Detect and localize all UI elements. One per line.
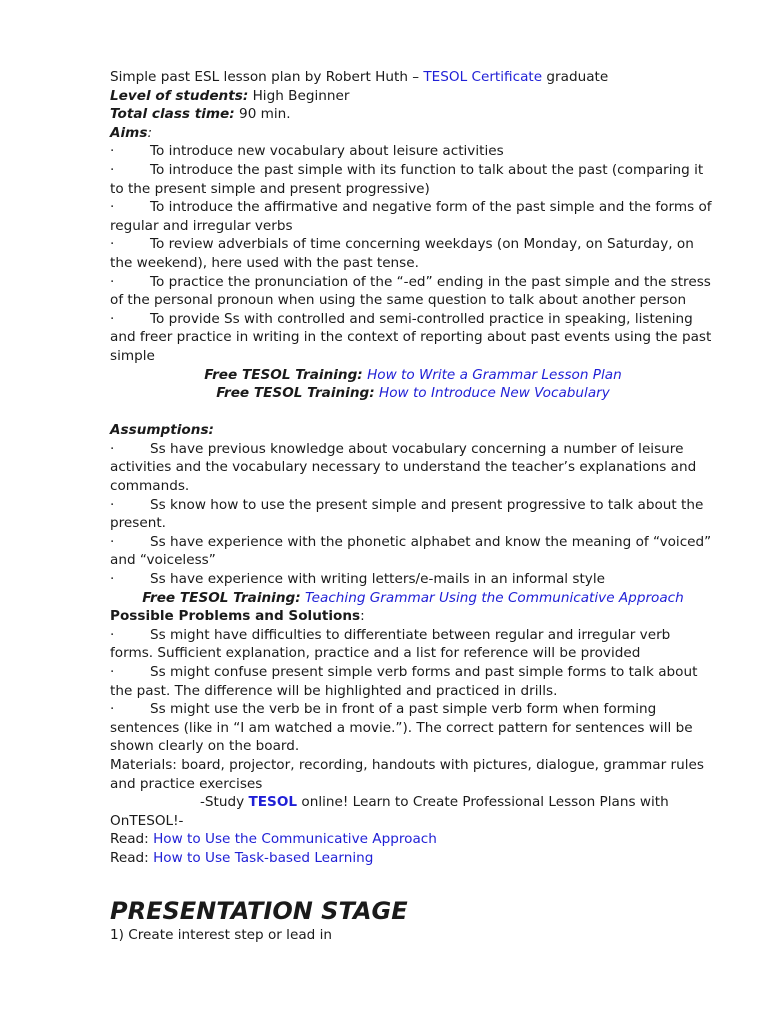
problem-text: Ss might have difficulties to differentiate between regular and irregular verb forms. Sufficient explanation, practice and a list for reference will be provided (110, 626, 671, 662)
problem-text: Ss might use the verb be in front of a past simple verb form when forming sentences (like in “I am watched a movie.”). The correct pattern for sentences will be shown clearly on the board. (110, 701, 693, 755)
aim-text: To introduce the affirmative and negative form of the past simple and the forms of regular and irregular verbs (110, 199, 712, 234)
level-label: Level of students: (110, 87, 249, 104)
communicative-grammar-link[interactable]: Teaching Grammar Using the Communicative Approach (305, 589, 684, 606)
aim-text: To review adverbials of time concerning weekdays (on Monday, on Saturday, on the weekend), here used with the past tense. (110, 236, 694, 271)
read-label: Read: (110, 831, 154, 848)
assumptions-list (110, 440, 716, 589)
read-label: Read: (110, 849, 154, 866)
grammar-lesson-plan-link[interactable]: How to Write a Grammar Lesson Plan (367, 366, 622, 383)
aim-text: To provide Ss with controlled and semi-controlled practice in speaking, listening and freer practice in writing in the context of reporting about past events using the past simple (110, 310, 712, 364)
time-line (110, 105, 716, 124)
aim-item (110, 273, 716, 310)
tesol-certificate-link[interactable]: TESOL Certificate (423, 69, 543, 85)
bullet-icon: · (110, 701, 115, 718)
time-label: Total class time: (110, 106, 235, 123)
bullet-icon: · (110, 440, 115, 457)
promo-suffix: online! Learn to Create Professional Lesson Plans with OnTESOL!- (110, 794, 669, 829)
problems-heading (110, 607, 716, 626)
read-line-1 (110, 830, 716, 849)
problem-item (110, 663, 716, 700)
bullet-icon: · (110, 310, 115, 327)
bullet-icon: · (110, 496, 115, 513)
bullet-icon: · (110, 143, 115, 160)
training-line-1 (110, 366, 716, 385)
training-line-3 (110, 589, 716, 608)
training-line-2 (110, 384, 716, 403)
assumption-item (110, 570, 716, 589)
assumption-text: Ss have experience with the phonetic alphabet and know the meaning of “voiced” and “voiceless” (110, 533, 712, 569)
bullet-icon: · (110, 273, 115, 290)
aim-item (110, 310, 716, 366)
assumption-text: Ss know how to use the present simple and present progressive to talk about the present. (110, 496, 704, 532)
promo-prefix: -Study (200, 794, 249, 811)
aims-colon: : (147, 124, 153, 141)
aim-text: To introduce the past simple with its function to talk about the past (comparing it to the present simple and present progressive) (110, 161, 704, 197)
section-heading: PRESENTATION STAGE (110, 896, 408, 925)
spacer (110, 868, 716, 896)
problems-list (110, 626, 716, 756)
intro-line (110, 68, 716, 87)
aims-heading (110, 124, 716, 143)
assumption-item (110, 440, 716, 496)
bullet-icon: · (110, 199, 115, 216)
problems-colon: : (360, 608, 365, 625)
aim-item (110, 161, 716, 198)
bullet-icon: · (110, 571, 115, 588)
aim-item (110, 235, 716, 272)
training-label: Free TESOL Training: (216, 385, 375, 402)
aim-item (110, 142, 716, 161)
problems-label: Possible Problems and Solutions (110, 608, 361, 625)
bullet-icon: · (110, 533, 115, 550)
bullet-icon: · (110, 236, 115, 253)
promo-line (110, 793, 716, 830)
problem-item (110, 626, 716, 663)
assumption-item (110, 496, 716, 533)
level-value: High Beginner (248, 87, 350, 104)
materials-line: Materials: board, projector, recording, handouts with pictures, dialogue, grammar rules and practice exercises (110, 756, 704, 792)
problem-text: Ss might confuse present simple verb forms and past simple forms to talk about the past. The difference will be highlighted and practiced in drills. (110, 664, 698, 699)
assumption-item (110, 533, 716, 570)
aim-item (110, 198, 716, 235)
introduce-vocabulary-link[interactable]: How to Introduce New Vocabulary (379, 385, 610, 402)
assumptions-heading (110, 421, 716, 440)
training-label: Free TESOL Training: (142, 589, 301, 606)
read-line-2 (110, 849, 716, 868)
tesol-link[interactable]: TESOL (248, 794, 298, 811)
aims-list (110, 142, 716, 365)
aim-text: To practice the pronunciation of the “-ed” ending in the past simple and the stress of the personal pronoun when using the same question to talk about another person (110, 273, 711, 309)
problem-item (110, 700, 716, 756)
assumption-text: Ss have previous knowledge about vocabulary concerning a number of leisure activities and the vocabulary necessary to understand the teacher’s explanations and commands. (110, 440, 697, 495)
intro-prefix: Simple past ESL lesson plan by Robert Huth – (110, 69, 424, 85)
aims-label: Aims (110, 124, 148, 141)
task-based-learning-link[interactable]: How to Use Task-based Learning (153, 849, 374, 866)
assumption-text: Ss have experience with writing letters/e-mails in an informal style (150, 571, 605, 588)
time-value: 90 min. (234, 106, 291, 123)
step-line: 1) Create interest step or lead in (110, 926, 332, 943)
bullet-icon: · (110, 626, 115, 643)
communicative-approach-link[interactable]: How to Use the Communicative Approach (153, 831, 437, 848)
aim-text: To introduce new vocabulary about leisure activities (150, 143, 504, 160)
intro-suffix: graduate (542, 69, 609, 85)
bullet-icon: · (110, 161, 115, 178)
bullet-icon: · (110, 664, 115, 680)
training-label: Free TESOL Training: (204, 366, 363, 383)
assumptions-label: Assumptions: (110, 422, 214, 439)
spacer (110, 403, 716, 422)
level-line (110, 87, 716, 106)
